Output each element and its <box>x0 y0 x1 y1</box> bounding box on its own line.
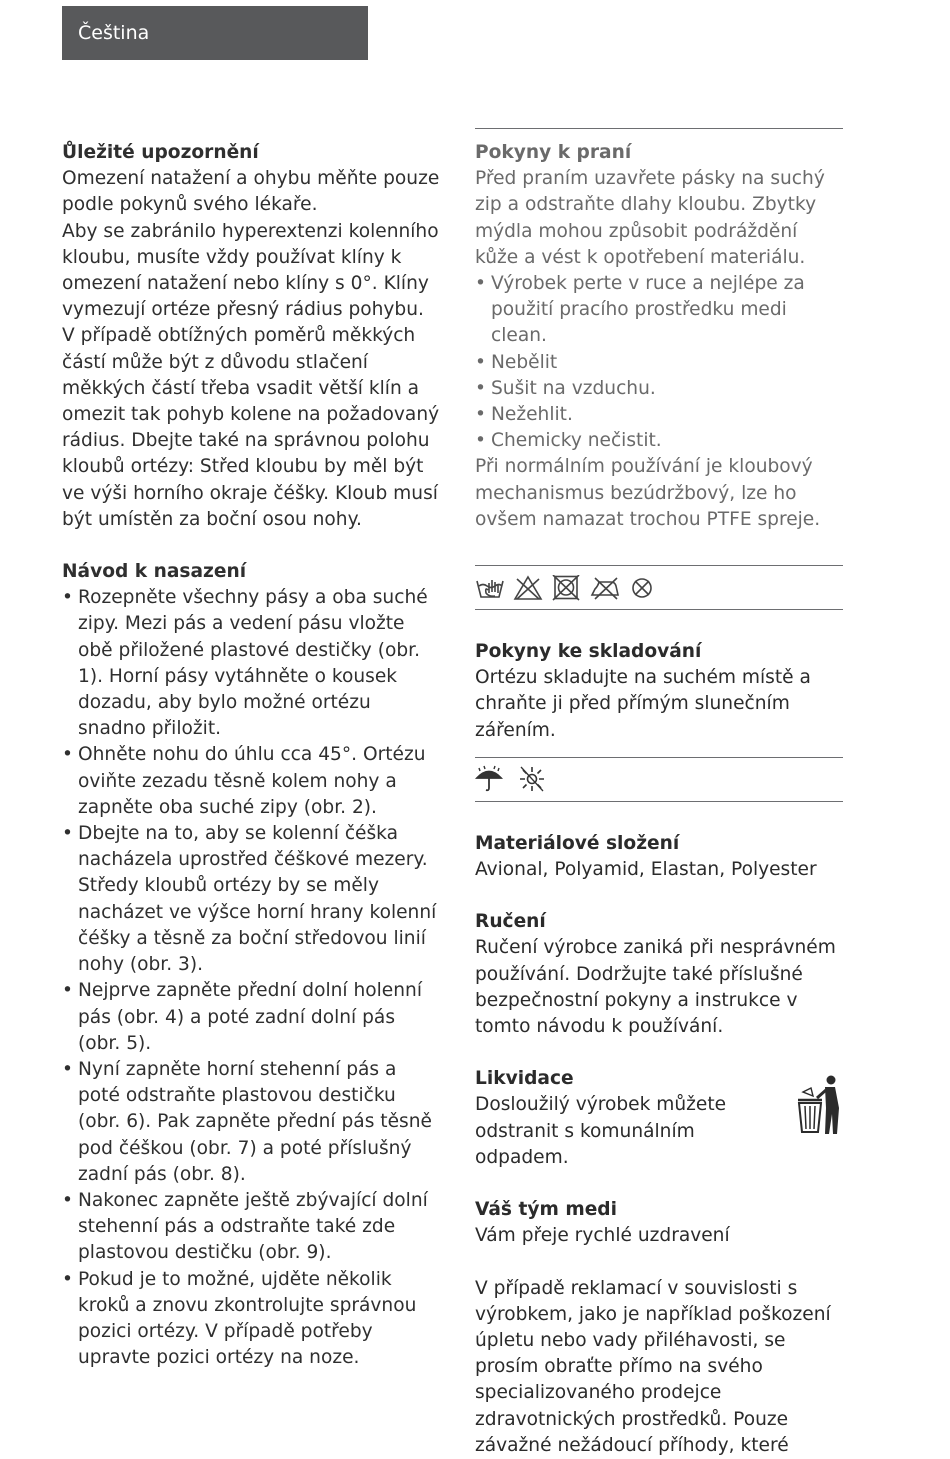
disposal-heading: Likvidace <box>475 1068 574 1090</box>
right-column <box>475 128 843 1459</box>
care-symbols-row <box>475 566 843 609</box>
warranty-section <box>475 909 843 1040</box>
warranty-text: Ručení výrobce zaniká při nesprávném používání. Dodržujte také příslušné bezpečnostní pokyny a instrukce v tomto návodu k používání. <box>475 937 836 1038</box>
no-dry-clean-icon <box>629 575 655 601</box>
warnings-paragraph: Aby se zabránilo hyperextenzi kolenního kloubu, musíte vždy používat klíny k omezení natažení nebo klíny s 0°. Klíny vymezují ortéze přesný rádius pohybu. V případě obtížných poměrů měkkých částí může být z důvodu stlačení měkkých částí třeba vsadit větší klín a omezit tak pohyb kolene na požadovaný rádius. Dbejte také na správnou polohu kloubů ortézy: Střed kloubu by měl být ve výši horního okraje čéšky. Kloub musí být umístěn za boční osou nohy. <box>62 220 440 530</box>
divider <box>475 609 843 610</box>
keep-away-from-sunlight-icon <box>517 765 547 793</box>
washing-item: • Chemicky nečistit. <box>475 428 843 454</box>
washing-instructions-section <box>475 140 843 533</box>
fitting-step: • Pokud je to možné, ujděte několik kroků a znovu zkontrolujte správnou pozici ortézy. V případě potřeby upravte pozici ortézy na noze. <box>62 1267 442 1372</box>
fitting-step: • Nakonec zapněte ještě zbývající dolní stehenní pás a odstraňte také zde plastovou destičku (obr. 9). <box>62 1188 442 1267</box>
fitting-instructions-heading: Návod k nasazení <box>62 561 247 583</box>
important-warnings-section <box>62 140 442 533</box>
fitting-instructions-section <box>62 559 442 1371</box>
storage-heading: Pokyny ke skladování <box>475 641 702 663</box>
fitting-step: • Nyní zapněte horní stehenní pás a poté odstraňte plastovou destičku (obr. 6). Pak zapněte přední pás těsně pod čéškou (obr. 7) a poté příslušný zadní pás (obr. 8). <box>62 1057 442 1188</box>
medi-team-heading: Váš tým medi <box>475 1199 617 1221</box>
no-tumble-dry-icon <box>551 575 581 601</box>
hand-wash-icon <box>475 575 505 601</box>
washing-list <box>475 271 843 454</box>
keep-dry-umbrella-icon <box>475 765 503 793</box>
disposal-text: Dosloužilý výrobek můžete odstranit s komunálním odpadem. <box>475 1094 727 1168</box>
washing-item: • Nežehlit. <box>475 402 843 428</box>
medi-team-text: Vám přeje rychlé uzdravení <box>475 1225 730 1247</box>
material-heading: Materiálové složení <box>475 832 680 854</box>
fitting-step: • Ohněte nohu do úhlu cca 45°. Ortézu oviňte zezadu těsně kolem nohy a zapněte oba suché zipy (obr. 2). <box>62 742 442 821</box>
storage-section <box>475 639 843 744</box>
left-column <box>62 140 442 1371</box>
material-text: Avional, Polyamid, Elastan, Polyester <box>475 859 817 881</box>
divider <box>475 801 843 802</box>
disposal-section <box>475 1066 843 1171</box>
washing-intro: Před praním uzavřete pásky na suchý zip a odstraňte dlahy kloubu. Zbytky mýdla mohou způsobit podráždění kůže a vést k opotřebení materiálu. <box>475 168 825 268</box>
medi-team-section <box>475 1197 843 1249</box>
important-warnings-heading: Ůležité upozornění <box>62 142 259 163</box>
washing-instructions-heading: Pokyny k praní <box>475 142 632 163</box>
washing-item: • Sušit na vzduchu. <box>475 376 843 402</box>
no-bleach-icon <box>513 575 543 601</box>
washing-outro: Při normálním používání je kloubový mechanismus bezúdržbový, lze ho ovšem namazat trochou PTFE spreje. <box>475 456 821 530</box>
waste-bin-icon <box>795 1074 843 1144</box>
complaints-text: V případě reklamací v souvislosti s výrobkem, jako je například poškození úpletu nebo vady přiléhavosti, se prosím obraťte přímo na svého specializovaného prodejce zdravotnických prostředků. Pouze závažné nežádoucí příhody, které <box>475 1277 831 1456</box>
divider <box>475 128 843 129</box>
fitting-steps-list <box>62 585 442 1371</box>
warnings-paragraph: Omezení natažení a ohybu měňte pouze podle pokynů svého lékaře. <box>62 168 440 216</box>
complaints-section <box>475 1276 843 1459</box>
no-iron-icon <box>589 575 621 601</box>
warranty-heading: Ručení <box>475 911 546 933</box>
fitting-step: • Dbejte na to, aby se kolenní čéška nacházela uprostřed čéškové mezery. Středy kloubů ortézy by se měly nacházet ve výšce horní hrany kolenní čéšky a těsně za boční středovou linií nohy (obr. 3). <box>62 821 442 978</box>
language-tab: Čeština <box>62 6 368 60</box>
storage-text: Ortézu skladujte na suchém místě a chraňte ji před přímým slunečním zářením. <box>475 667 811 741</box>
fitting-step: • Rozepněte všechny pásy a oba suché zipy. Mezi pás a vedení pásu vložte obě přiložené plastové destičky (obr. 1). Horní pásy vytáhněte o kousek dozadu, aby bylo možné ortézu snadno přiložit. <box>62 585 442 742</box>
washing-item: • Výrobek perte v ruce a nejlépe za použití pracího prostředku medi clean. <box>475 271 843 350</box>
fitting-step: • Nejprve zapněte přední dolní holenní pás (obr. 4) a poté zadní dolní pás (obr. 5). <box>62 978 442 1057</box>
storage-symbols-row <box>475 758 843 801</box>
material-section <box>475 831 843 883</box>
washing-item: • Nebělit <box>475 350 843 376</box>
